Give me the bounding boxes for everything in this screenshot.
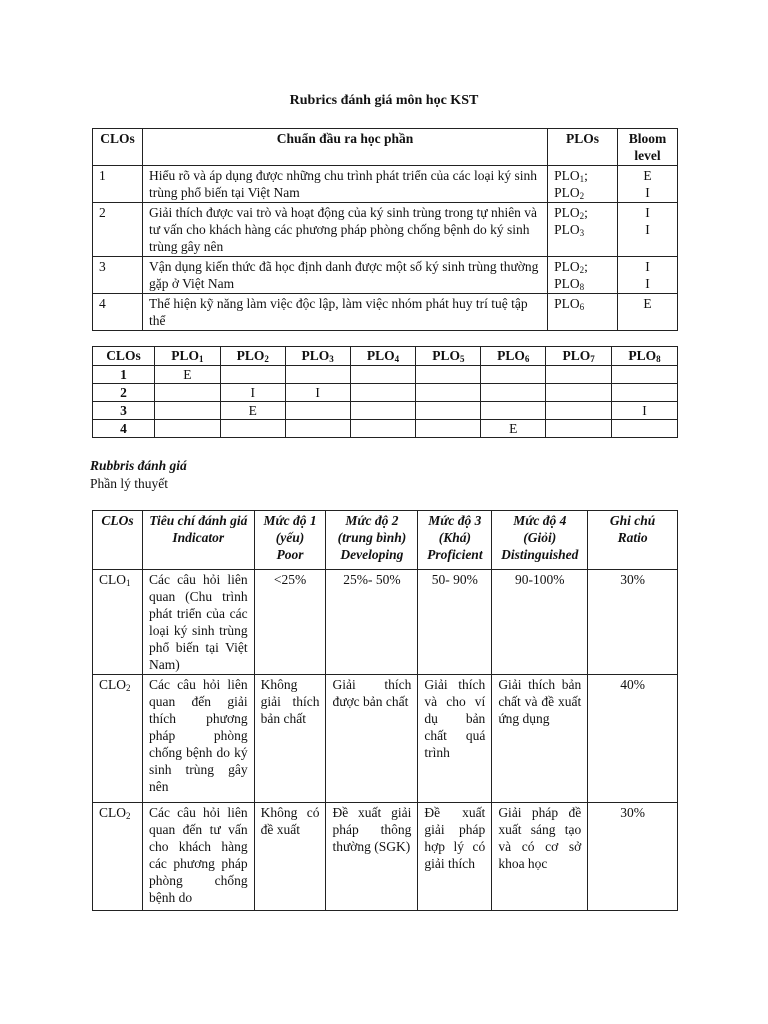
plo-item: $PLO_1$; xyxy=(554,168,588,184)
clo-plo-matrix xyxy=(92,346,678,438)
table-row xyxy=(93,166,678,203)
matrix-cell: E xyxy=(220,402,285,420)
matrix-cell xyxy=(481,384,546,402)
matrix-cell: I xyxy=(220,384,285,402)
header-outcomes: Chuẩn đầu ra học phần xyxy=(142,129,547,166)
header-line: CLOs xyxy=(101,513,134,528)
matrix-cell xyxy=(416,366,481,384)
level-2-text: 25%- 50% xyxy=(326,570,418,675)
header-clos: CLOs xyxy=(93,347,155,366)
level-3-text: 50- 90% xyxy=(418,570,492,675)
rubric-header xyxy=(93,511,143,570)
clo-number: 3 xyxy=(93,257,143,294)
plo-item: $PLO_2$ xyxy=(554,185,585,201)
rubric-subheading: Phần lý thuyết xyxy=(90,476,168,491)
matrix-cell xyxy=(350,366,416,384)
table-row xyxy=(93,570,678,675)
clo-number: 1 xyxy=(93,366,155,384)
indicator-text: Các câu hỏi liên quan đến giải thích phương pháp phòng chống bệnh do ký sinh trùng gây nên xyxy=(142,675,254,803)
table-row xyxy=(93,803,678,911)
rubric-table xyxy=(92,510,678,911)
matrix-cell: I xyxy=(612,402,678,420)
matrix-cell xyxy=(154,402,220,420)
matrix-cell xyxy=(546,384,612,402)
clo-number: 3 xyxy=(93,402,155,420)
table-header-row xyxy=(93,511,678,570)
table-row xyxy=(93,366,678,384)
plo-list xyxy=(548,294,618,331)
matrix-cell: I xyxy=(285,384,350,402)
document-title: Rubrics đánh giá môn học KST xyxy=(289,93,479,108)
table-header-row xyxy=(93,129,678,166)
matrix-cell xyxy=(546,402,612,420)
matrix-cell xyxy=(350,402,416,420)
matrix-cell xyxy=(481,366,546,384)
ratio-value: 30% xyxy=(588,570,678,675)
indicator-text: Các câu hỏi liên quan (Chu trình phát triển của các loại ký sinh trùng phổ biến tại Việt Nam) xyxy=(142,570,254,675)
header-line: (yếu) xyxy=(275,530,305,545)
matrix-cell xyxy=(481,402,546,420)
matrix-cell xyxy=(285,420,350,438)
header-line: Mức độ 3 xyxy=(428,513,482,528)
header-line: Proficient xyxy=(427,547,483,562)
level-4-text: Giải pháp đề xuất sáng tạo và có cơ sở khoa học xyxy=(492,803,588,911)
plo-item: $PLO_8$ xyxy=(554,276,585,292)
header-line: (trung bình) xyxy=(337,530,407,545)
header-plos: PLOs xyxy=(548,129,618,166)
clo-label: $CLO_2$ xyxy=(93,803,143,911)
table-row xyxy=(93,384,678,402)
rubric-header xyxy=(326,511,418,570)
header-plo: $PLO_7$ xyxy=(546,347,612,366)
header-bloom: Bloom level xyxy=(618,129,678,166)
header-line: Indicator xyxy=(172,530,225,545)
matrix-cell xyxy=(416,420,481,438)
matrix-cell xyxy=(220,420,285,438)
rubric-header xyxy=(492,511,588,570)
plo-list xyxy=(548,257,618,294)
clo-number: 4 xyxy=(93,420,155,438)
clo-number: 2 xyxy=(93,203,143,257)
matrix-cell xyxy=(285,366,350,384)
matrix-cell xyxy=(612,420,678,438)
ratio-value: 40% xyxy=(588,675,678,803)
matrix-cell xyxy=(546,366,612,384)
level-1-text: Không có đề xuất xyxy=(254,803,326,911)
level-3-text: Đề xuất giải pháp hợp lý có giải thích xyxy=(418,803,492,911)
outcome-description: Thể hiện kỹ năng làm việc độc lập, làm việc nhóm phát huy trí tuệ tập thể xyxy=(142,294,547,331)
header-line: Distinguished xyxy=(501,547,579,562)
matrix-cell xyxy=(285,402,350,420)
header-line: Developing xyxy=(340,547,404,562)
bloom-item: I xyxy=(645,222,650,237)
matrix-cell xyxy=(154,420,220,438)
matrix-cell xyxy=(612,366,678,384)
header-line: Ratio xyxy=(617,530,648,545)
bloom-levels xyxy=(618,203,678,257)
bloom-item: I xyxy=(645,259,650,274)
matrix-cell xyxy=(416,384,481,402)
bloom-levels xyxy=(618,294,678,331)
plo-item: $PLO_6$ xyxy=(554,296,585,312)
header-line: Mức độ 1 xyxy=(263,513,317,528)
header-plo: $PLO_6$ xyxy=(481,347,546,366)
clo-label: $CLO_2$ xyxy=(93,675,143,803)
header-line: Mức độ 2 xyxy=(345,513,399,528)
outcome-description: Giải thích được vai trò và hoạt động của ký sinh trùng trong tự nhiên và tư vấn cho khách hàng các phương pháp phòng chống bệnh do ký sinh trùng gây nên xyxy=(142,203,547,257)
header-clos: CLOs xyxy=(93,129,143,166)
indicator-text: Các câu hỏi liên quan đến tư vấn cho khách hàng các phương pháp phòng chống bệnh do xyxy=(142,803,254,911)
rubric-header xyxy=(142,511,254,570)
matrix-cell xyxy=(416,402,481,420)
bloom-item: I xyxy=(645,205,650,220)
header-line: (Khá) xyxy=(438,530,471,545)
rubric-header xyxy=(254,511,326,570)
plo-list xyxy=(548,166,618,203)
table-row xyxy=(93,675,678,803)
plo-item: $PLO_2$; xyxy=(554,205,588,221)
clo-number: 1 xyxy=(93,166,143,203)
matrix-cell xyxy=(220,366,285,384)
bloom-item: E xyxy=(643,296,652,311)
level-4-text: 90-100% xyxy=(492,570,588,675)
level-2-text: Đề xuất giải pháp thông thường (SGK) xyxy=(326,803,418,911)
matrix-cell: E xyxy=(154,366,220,384)
plo-item: $PLO_2$; xyxy=(554,259,588,275)
clo-label: $CLO_1$ xyxy=(93,570,143,675)
bloom-levels xyxy=(618,166,678,203)
header-line: Mức độ 4 xyxy=(513,513,567,528)
plo-list xyxy=(548,203,618,257)
clo-outcomes-table xyxy=(92,128,678,331)
header-plo: $PLO_8$ xyxy=(612,347,678,366)
header-line: Tiêu chí đánh giá xyxy=(149,513,248,528)
ratio-value: 30% xyxy=(588,803,678,911)
matrix-cell xyxy=(350,384,416,402)
matrix-cell xyxy=(546,420,612,438)
header-plo: $PLO_2$ xyxy=(220,347,285,366)
level-3-text: Giải thích và cho ví dụ bản chất quá trình xyxy=(418,675,492,803)
rubric-header xyxy=(418,511,492,570)
table-row xyxy=(93,420,678,438)
header-plo: $PLO_1$ xyxy=(154,347,220,366)
table-row xyxy=(93,203,678,257)
bloom-item: E xyxy=(643,168,652,183)
header-plo: $PLO_3$ xyxy=(285,347,350,366)
rubric-heading: Rubbris đánh giá xyxy=(90,458,187,473)
level-2-text: Giải thích được bản chất xyxy=(326,675,418,803)
plo-item: $PLO_3$ xyxy=(554,222,585,238)
outcome-description: Vận dụng kiến thức đã học định danh được một số ký sinh trùng thường gặp ở Việt Nam xyxy=(142,257,547,294)
header-plo: $PLO_4$ xyxy=(350,347,416,366)
bloom-item: I xyxy=(645,185,650,200)
table-row xyxy=(93,294,678,331)
bloom-item: I xyxy=(645,276,650,291)
header-line: Poor xyxy=(276,547,304,562)
outcome-description: Hiểu rõ và áp dụng được những chu trình phát triển của các loại ký sinh trùng phổ biến tại Việt Nam xyxy=(142,166,547,203)
table-row xyxy=(93,257,678,294)
bloom-levels xyxy=(618,257,678,294)
level-1-text: <25% xyxy=(254,570,326,675)
rubric-header xyxy=(588,511,678,570)
clo-number: 4 xyxy=(93,294,143,331)
matrix-cell xyxy=(612,384,678,402)
level-4-text: Giải thích bản chất và đề xuất ứng dụng xyxy=(492,675,588,803)
matrix-cell xyxy=(350,420,416,438)
matrix-cell: E xyxy=(481,420,546,438)
table-header-row xyxy=(93,347,678,366)
clo-number: 2 xyxy=(93,384,155,402)
header-line: (Giỏi) xyxy=(523,530,557,545)
header-plo: $PLO_5$ xyxy=(416,347,481,366)
table-row xyxy=(93,402,678,420)
level-1-text: Không giải thích bản chất xyxy=(254,675,326,803)
matrix-cell xyxy=(154,384,220,402)
header-line: Ghi chú xyxy=(609,513,656,528)
